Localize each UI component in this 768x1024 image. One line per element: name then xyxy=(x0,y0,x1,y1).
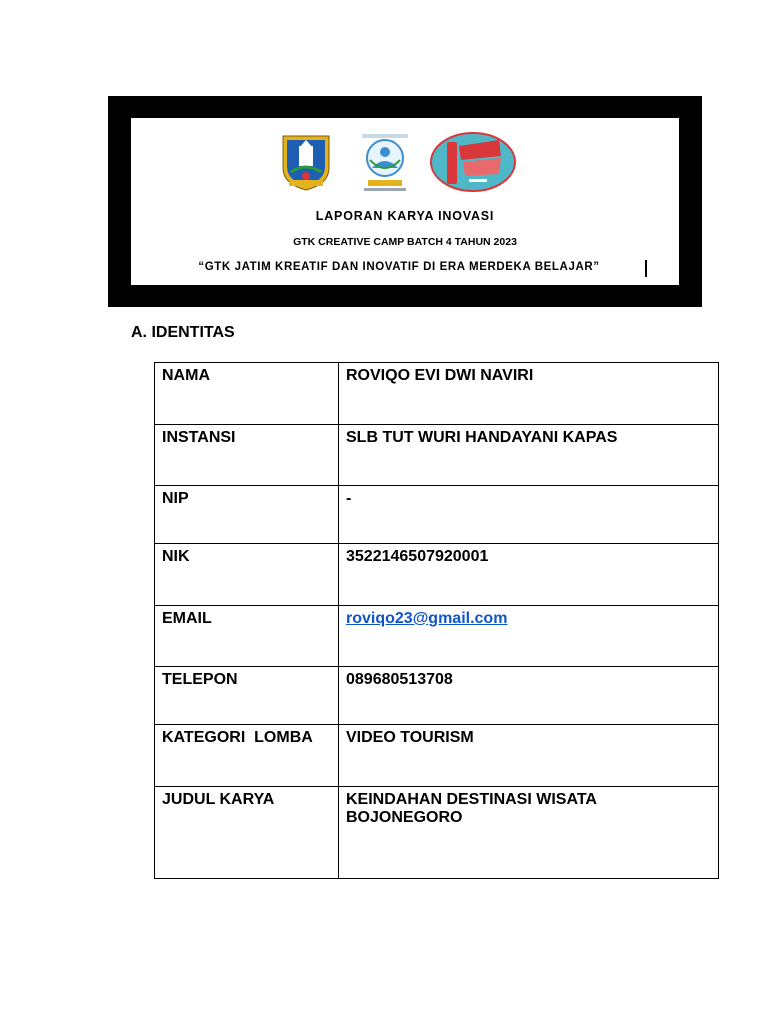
identity-table xyxy=(154,362,719,879)
section-heading-identitas: A. IDENTITAS xyxy=(131,324,235,341)
gec-logo-icon xyxy=(354,132,416,194)
row-value-email[interactable] xyxy=(339,606,719,667)
logo-row xyxy=(131,132,679,194)
row-label-judul: JUDUL KARYA xyxy=(155,787,339,879)
row-value-judul: KEINDAHAN DESTINASI WISATA BOJONEGORO xyxy=(339,787,719,879)
row-label-telepon: TELEPON xyxy=(155,667,339,725)
text-cursor xyxy=(645,260,647,277)
report-subtitle: GTK CREATIVE CAMP BATCH 4 TAHUN 2023 xyxy=(293,236,517,248)
row-value-instansi: SLB TUT WURI HANDAYANI KAPAS xyxy=(339,425,719,486)
table-row xyxy=(155,425,719,486)
report-tagline: “GTK JATIM KREATIF DAN INOVATIF DI ERA MERDEKA BELAJAR” xyxy=(198,261,600,273)
table-row xyxy=(155,667,719,725)
table-row xyxy=(155,486,719,544)
header-banner xyxy=(108,96,702,307)
header-banner-inner xyxy=(131,118,679,285)
row-label-email: EMAIL xyxy=(155,606,339,667)
row-value-telepon: 089680513708 xyxy=(339,667,719,725)
email-link[interactable]: roviqo23@gmail.com xyxy=(346,610,508,627)
gtk-creative-camp-logo-icon xyxy=(429,132,517,192)
row-label-nip: NIP xyxy=(155,486,339,544)
row-label-instansi: INSTANSI xyxy=(155,425,339,486)
row-value-nip: - xyxy=(339,486,719,544)
table-row xyxy=(155,725,719,787)
row-value-kategori: VIDEO TOURISM xyxy=(339,725,719,787)
table-row xyxy=(155,787,719,879)
row-value-nik: 3522146507920001 xyxy=(339,544,719,606)
row-label-nik: NIK xyxy=(155,544,339,606)
jatim-emblem-icon xyxy=(279,132,333,192)
report-title: LAPORAN KARYA INOVASI xyxy=(315,209,495,223)
row-label-nama: NAMA xyxy=(155,363,339,425)
row-value-nama: ROVIQO EVI DWI NAVIRI xyxy=(339,363,719,425)
table-row xyxy=(155,606,719,667)
row-label-kategori: KATEGORI LOMBA xyxy=(155,725,339,787)
table-row xyxy=(155,544,719,606)
table-row xyxy=(155,363,719,425)
